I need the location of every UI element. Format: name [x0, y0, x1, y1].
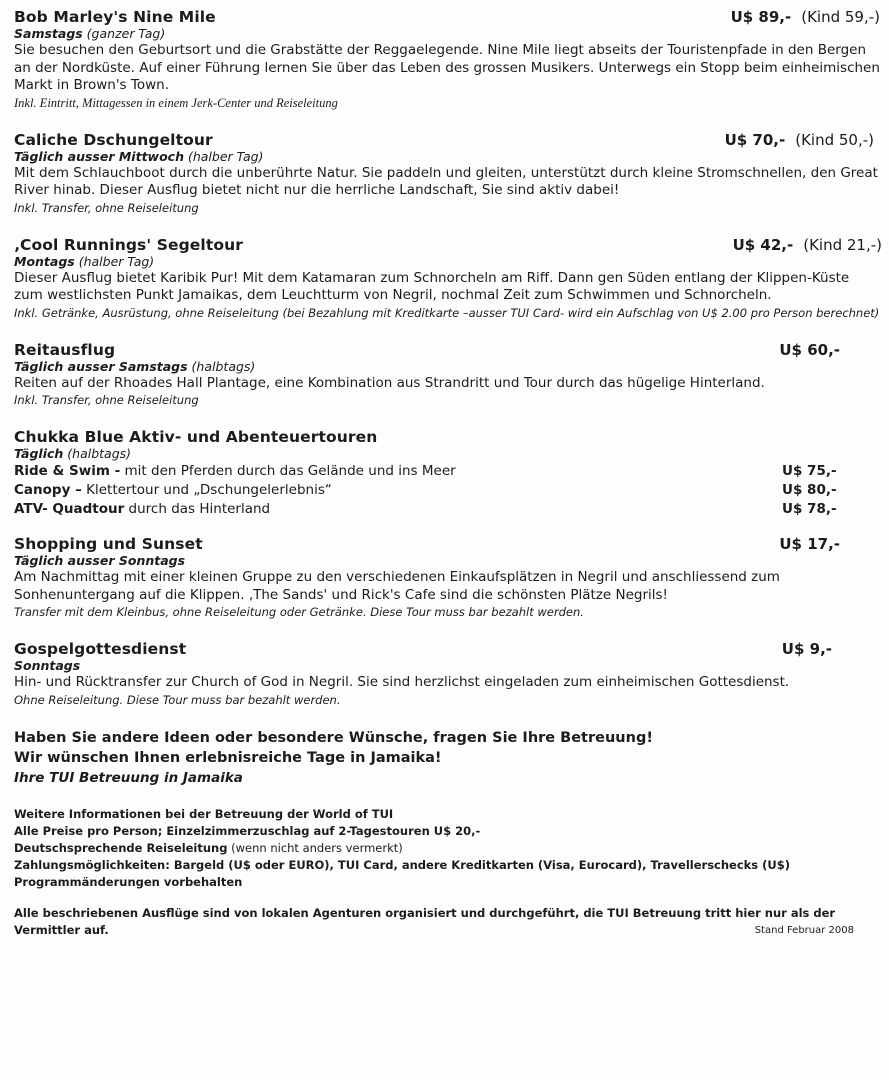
tour-note: Inkl. Eintritt, Mittagessen in einem Jerk-Center und Reiseleitung — [14, 95, 338, 110]
tour-note: Inkl. Getränke, Ausrüstung, ohne Reiseleitung (bei Bezahlung mit Kreditkarte –ausser TUI Card- wird ein Aufschlag von U$ 2.00 pro Person berechnet) — [14, 305, 880, 320]
tour-title: Gospelgottesdienst — [14, 640, 187, 658]
tour-price: U$ 9,- — [781, 640, 832, 658]
info-line: Weitere Informationen bei der Betreuung der World of TUI — [14, 806, 394, 821]
chukka-item: Ride & Swim - mit den Pferden durch das Gelände und ins Meer U$ 75,- — [14, 462, 882, 481]
tour-price: U$ 70,- (Kind 50,-) — [724, 130, 874, 149]
tour-schedule: Sonntags — [14, 658, 81, 673]
tour-title: Caliche Dschungeltour — [14, 130, 213, 149]
tour-title: Bob Marley's Nine Mile — [14, 8, 216, 26]
info-line: Deutschsprechende Reiseleitung (wenn nicht anders vermerkt) — [14, 840, 403, 855]
tour-chukka — [14, 428, 882, 519]
closing-message — [14, 728, 882, 788]
closing-line: Haben Sie andere Ideen oder besondere Wünsche, fragen Sie Ihre Betreuung! — [14, 729, 653, 746]
tour-gospel — [14, 640, 882, 708]
tour-note: Ohne Reiseleitung. Diese Tour muss bar bezahlt werden. — [14, 692, 341, 707]
tour-schedule: Täglich ausser Sonntags — [14, 553, 186, 568]
tour-title: Chukka Blue Aktiv- und Abenteuertouren — [14, 428, 378, 446]
tour-title: Shopping und Sunset — [14, 535, 203, 553]
item-price: U$ 75,- — [782, 463, 837, 479]
tour-shopping-sunset — [14, 535, 882, 620]
closing-line: Wir wünschen Ihnen erlebnisreiche Tage in Jamaika! — [14, 749, 442, 766]
footer-disclaimer — [14, 905, 882, 939]
closing-signature: Ihre TUI Betreuung in Jamaika — [14, 769, 243, 786]
tour-schedule: Montags (halber Tag) — [14, 253, 155, 269]
tour-description: Am Nachmittag mit einer kleinen Gruppe zu den verschiedenen Einkaufsplätzen in Negril und anschliessend zum Sonhenuntergang auf die Klippen. ‚The Sands' und Rick's Cafe sind die schönsten Plätze Negrils! — [14, 569, 780, 603]
tour-description: Hin- und Rücktransfer zur Church of God in Negril. Sie sind herzlichst eingeladen zum einheimischen Gottesdienst. — [14, 674, 790, 690]
tour-note: Inkl. Transfer, ohne Reiseleitung — [14, 200, 199, 215]
tour-schedule: Täglich (halbtags) — [14, 446, 132, 461]
info-line: Zahlungsmöglichkeiten: Bargeld (U$ oder EURO), TUI Card, andere Kreditkarten (Visa, Eurocard), Travellerschecks (U$) — [14, 857, 791, 872]
info-line: Programmänderungen vorbehalten — [14, 874, 243, 889]
date-stamp: Stand Februar 2008 — [754, 924, 854, 936]
tour-price: U$ 42,- (Kind 21,-) — [732, 235, 882, 254]
tour-schedule: Samstags (ganzer Tag) — [14, 26, 166, 41]
chukka-item: Canopy – Klettertour und „Dschungelerlebnis“ U$ 80,- — [14, 481, 882, 500]
child-price: (Kind 50,-) — [795, 130, 874, 149]
item-price: U$ 78,- — [782, 501, 837, 517]
tour-schedule: Täglich ausser Samstags (halbtags) — [14, 358, 256, 374]
tour-title: ‚Cool Runnings' Segeltour — [14, 235, 243, 254]
tour-reitausflug — [14, 341, 882, 409]
tour-note: Inkl. Transfer, ohne Reiseleitung — [14, 393, 199, 407]
tour-price: U$ 17,- — [779, 535, 840, 553]
tour-title: Reitausflug — [14, 340, 116, 359]
info-block — [14, 806, 882, 891]
tour-price: U$ 60,- — [779, 340, 840, 359]
tour-price: U$ 89,- (Kind 59,-) — [730, 8, 880, 26]
tour-caliche — [14, 131, 882, 216]
tour-description: Mit dem Schlauchboot durch die unberührte Natur. Sie paddeln und gleiten, unterstützt durch kleine Stromschnellen, den Great River hinab. Dieser Ausflug bietet nicht nur die herrliche Landschaft, Sie sind aktiv dabei! — [14, 164, 878, 198]
tour-cool-runnings — [14, 236, 882, 321]
disclaimer-text: Alle beschriebenen Ausflüge sind von lokalen Agenturen organisiert und durchgeführt, die TUI Betreuung tritt hier nur als der Vermittler auf. — [14, 905, 836, 937]
item-price: U$ 80,- — [782, 482, 837, 498]
tour-note: Transfer mit dem Kleinbus, ohne Reiseleitung oder Getränke. Diese Tour muss bar bezahlt werden. — [14, 605, 584, 619]
child-price: (Kind 21,-) — [803, 235, 882, 254]
chukka-item: ATV- Quadtour durch das Hinterland U$ 78,- — [14, 500, 882, 519]
tour-nine-mile — [14, 8, 882, 111]
tour-description: Reiten auf der Rhoades Hall Plantage, eine Kombination aus Strandritt und Tour durch das hügelige Hinterland. — [14, 374, 765, 391]
excursion-sheet — [14, 8, 882, 939]
tour-description: Sie besuchen den Geburtsort und die Grabstätte der Reggaelegende. Nine Mile liegt abseits der Touristenpfade in den Bergen an der Nordküste. Auf einer Führung lernen Sie über das Leben des grossen Musikers. Unterwegs ein Stopp beim einheimischen Markt in Brown's Town. — [14, 42, 880, 93]
info-line: Alle Preise pro Person; Einzelzimmerzuschlag auf 2-Tagestouren U$ 20,- — [14, 823, 481, 838]
child-price: (Kind 59,-) — [801, 8, 880, 26]
tour-schedule: Täglich ausser Mittwoch (halber Tag) — [14, 148, 264, 164]
tour-description: Dieser Ausflug bietet Karibik Pur! Mit dem Katamaran zum Schnorcheln am Riff. Dann gen Süden entlang der Klippen-Küste zum westlichsten Punkt Jamaikas, dem Leuchtturm von Negril, nochmal Zeit zum Schwimmen und Schnorcheln. — [14, 269, 850, 303]
